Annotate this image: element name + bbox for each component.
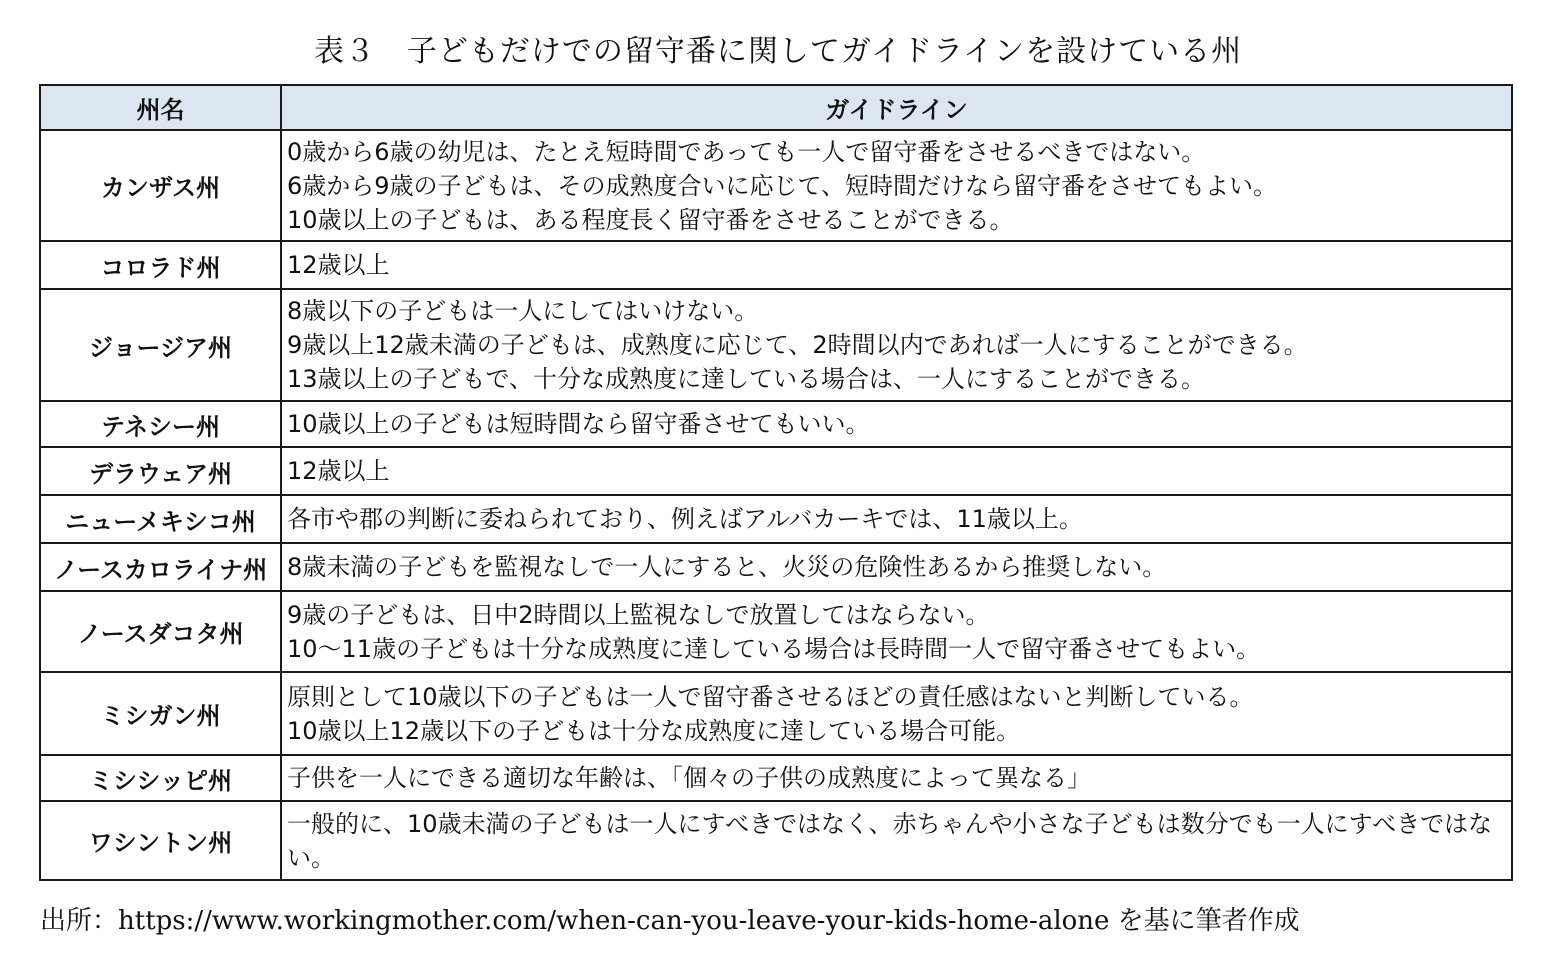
table-row: [40, 130, 1512, 241]
guideline-line: 10～11歳の子どもは十分な成熟度に達している場合は長時間一人で留守番させてもよい。: [287, 634, 1261, 663]
guideline-line: 6歳から9歳の子どもは、その成熟度合いに応じて、短時間だけなら留守番をさせてもよい。: [287, 171, 1278, 200]
guideline-line: 一般的に、10歳未満の子どもは一人にすべきではなく、赤ちゃんや小さな子どもは数分でも一人にすべきではない。: [287, 809, 1493, 872]
state-name: テネシー州: [40, 401, 281, 447]
guideline-cell: [281, 241, 1512, 289]
guideline-line: 12歳以上: [287, 457, 390, 485]
table-row: [40, 543, 1512, 591]
guideline-cell: [281, 543, 1512, 591]
state-name: ミシシッピ州: [40, 755, 281, 801]
table-row: [40, 495, 1512, 543]
state-name: ニューメキシコ州: [40, 495, 281, 543]
guideline-line: 8歳未満の子どもを監視なしで一人にすると、火災の危険性あるから推奨しない。: [287, 553, 1167, 581]
table-row: [40, 591, 1512, 672]
table-row: [40, 289, 1512, 401]
guideline-line: 10歳以上の子どもは、ある程度長く留守番をさせることができる。: [287, 205, 1014, 234]
guideline-line: 10歳以上の子どもは短時間なら留守番させてもいい。: [287, 410, 870, 438]
header-state: 州名: [40, 85, 281, 130]
guideline-cell: [281, 591, 1512, 672]
table-row: [40, 672, 1512, 755]
state-name: ミシガン州: [40, 672, 281, 755]
guideline-line: 12歳以上: [287, 251, 390, 279]
guideline-line: 子供を一人にできる適切な年齢は、「個々の子供の成熟度によって異なる」: [287, 764, 1091, 792]
guideline-cell: [281, 447, 1512, 495]
guideline-cell: [281, 495, 1512, 543]
guideline-line: 9歳の子どもは、日中2時間以上監視なしで放置してはならない。: [287, 600, 990, 629]
header-guideline: ガイドライン: [281, 85, 1512, 130]
state-name: ワシントン州: [40, 801, 281, 880]
table-row: [40, 401, 1512, 447]
guideline-line: 10歳以上12歳以下の子どもは十分な成熟度に達している場合可能。: [287, 716, 1021, 745]
guideline-line: 8歳以下の子どもは一人にしてはいけない。: [287, 297, 759, 325]
state-name: ジョージア州: [40, 289, 281, 401]
guideline-line: 0歳から6歳の幼児は、たとえ短時間であっても一人で留守番をさせるべきではない。: [287, 137, 1206, 166]
guideline-cell: [281, 401, 1512, 447]
guideline-line: 原則として10歳以下の子どもは一人で留守番させるほどの責任感はないと判断している。: [287, 682, 1254, 711]
state-name: カンザス州: [40, 130, 281, 241]
table-row: [40, 755, 1512, 801]
guideline-cell: [281, 755, 1512, 801]
guideline-line: 9歳以上12歳未満の子どもは、成熟度に応じて、2時間以内であれば一人にすることができる。: [287, 331, 1308, 359]
state-name: ノースダコタ州: [40, 591, 281, 672]
table-header-row: [40, 85, 1512, 130]
state-name: ノースカロライナ州: [40, 543, 281, 591]
guideline-line: 13歳以上の子どもで、十分な成熟度に達している場合は、一人にすることができる。: [287, 365, 1206, 393]
table-row: [40, 801, 1512, 880]
guideline-cell: [281, 801, 1512, 880]
state-name: デラウェア州: [40, 447, 281, 495]
guideline-cell: [281, 130, 1512, 241]
guideline-table: [39, 84, 1513, 881]
table-title: 表３ 子どもだけでの留守番に関してガイドラインを設けている州: [313, 34, 1243, 69]
table-row: [40, 241, 1512, 289]
state-name: コロラド州: [40, 241, 281, 289]
guideline-cell: [281, 289, 1512, 401]
table-row: [40, 447, 1512, 495]
guideline-line: 各市や郡の判断に委ねられており、例えばアルバカーキでは、11歳以上。: [287, 505, 1083, 533]
source-note: 出所：https://www.workingmother.com/when-can-you-leave-your-kids-home-alone を基に筆者作成: [40, 906, 1300, 936]
guideline-cell: [281, 672, 1512, 755]
